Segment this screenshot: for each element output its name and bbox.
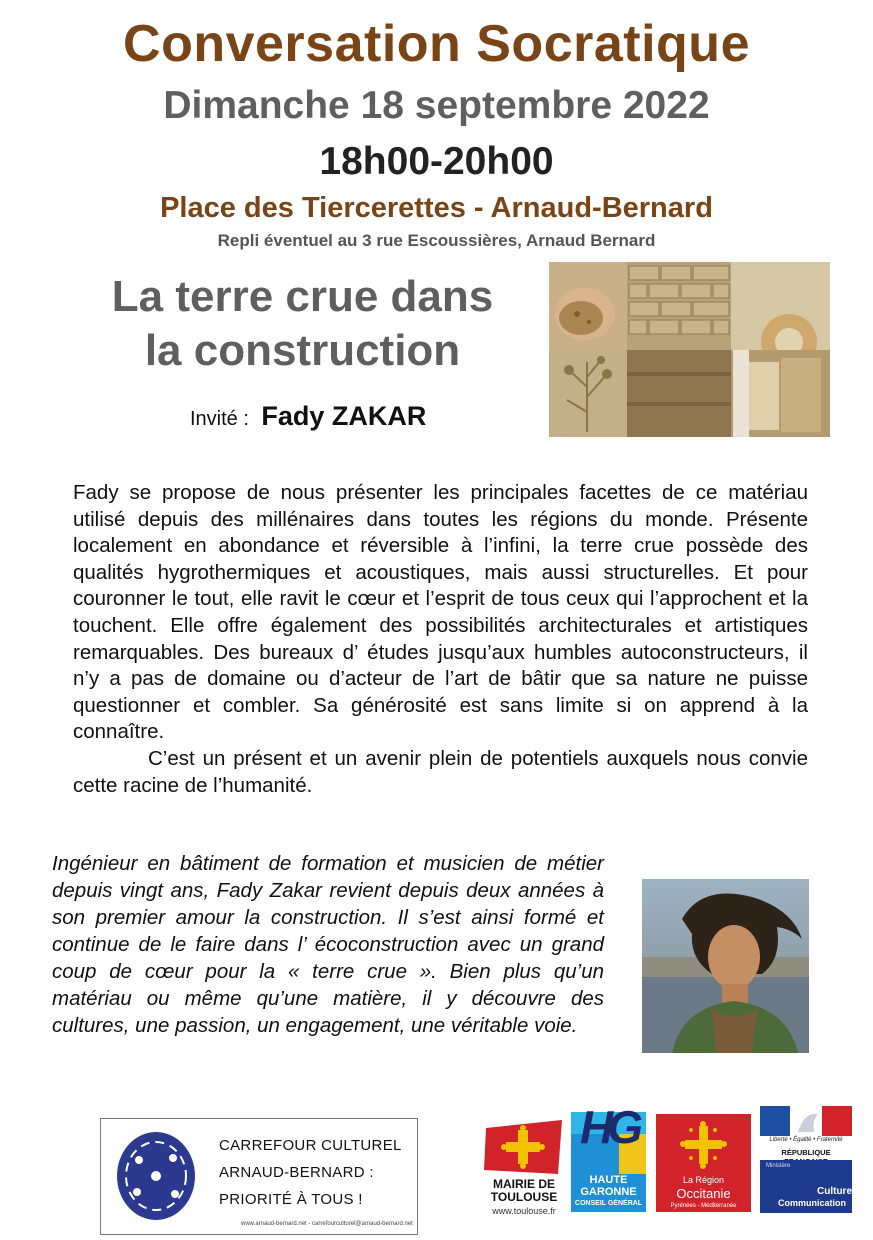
toulouse-line-2: TOULOUSE [490, 1190, 558, 1204]
ministry-culture: Culture [817, 1186, 852, 1197]
toulouse-line-1: MAIRIE DE [492, 1177, 555, 1191]
republique-motto: Liberté • Égalité • Fraternité [769, 1137, 843, 1143]
mairie-toulouse-logo [482, 1118, 566, 1218]
fallback-location: Repli éventuel au 3 rue Escoussières, Arnaud Bernard [217, 231, 656, 250]
event-title: Conversation Socratique [123, 15, 750, 73]
topic-line-1: La terre crue dans [111, 272, 494, 321]
occitanie-line-3: Pyrénées - Méditerranée [670, 1203, 737, 1209]
hg-line-1: HAUTE [589, 1174, 628, 1186]
carrefour-culturel-logo [100, 1118, 418, 1235]
occitan-cross-icon [482, 1118, 566, 1176]
occitanie-line-1: La Région [682, 1175, 725, 1185]
carrefour-text [219, 1137, 402, 1218]
guest-label: Invité : [190, 408, 249, 430]
hg-line-3: CONSEIL GÉNÉRAL [574, 1200, 643, 1207]
carrefour-line-3: PRIORITÉ À TOUS ! [219, 1191, 363, 1208]
republique-name: RÉPUBLIQUE [781, 1148, 831, 1157]
hg-letters: HG [580, 1101, 637, 1153]
carrefour-line-2: ARNAUD-BERNARD : [219, 1164, 374, 1181]
guest-line [190, 401, 530, 432]
event-place: Place des Tiercerettes - Arnaud-Bernard [160, 192, 713, 224]
carrefour-emblem-icon [115, 1130, 197, 1222]
occitanie-line-2: Occitanie [676, 1186, 731, 1201]
region-occitanie-logo [656, 1114, 751, 1212]
guest-portrait-photo [642, 879, 809, 1053]
topic-line-2: la construction [144, 326, 461, 375]
occitanie-cross-icon [656, 1114, 751, 1174]
toulouse-url: www.toulouse.fr [492, 1206, 556, 1216]
description-paragraph-1: Fady se propose de nous présenter les principales facettes de ce matériau utilisé depuis des millénaires dans toutes les régions du monde. Présente localement en abondance et réversible à l’infini, la terre crue possède des qualités hygrothermiques et acoustiques, mais aussi structurelles. Et pour couronner le tout, elle ravit le cœur et l’esprit de tous ceux qui l’approchent et la touchent. Elle offre également des possibilités architecturales et artistiques remarquables. Des bureaux d’ études jusqu’aux humbles autoconstructeurs, il n’y a pas de domaine ou d’acteur de l’art de bâtir que sa nature ne puisse questionner et combler. Sa générosité est sans limite si on apprend à la connaître. [73, 481, 808, 744]
event-date: Dimanche 18 septembre 2022 [163, 84, 710, 127]
ministry-communication: Communication [777, 1198, 846, 1208]
guest-name: Fady ZAKAR [261, 401, 427, 431]
haute-garonne-logo [571, 1100, 646, 1212]
ministry-label: Ministère [766, 1163, 791, 1169]
earth-materials-collage [549, 262, 830, 437]
event-description [73, 480, 808, 799]
carrefour-contact: www.arnaud-bernard.net - carrefourculturel@arnaud-bernard.net [241, 1221, 413, 1227]
description-paragraph-2: C’est un présent et un avenir plein de potentiels auxquels nous convie cette racine de l’humanité. [73, 746, 808, 797]
topic-title [60, 270, 545, 378]
event-time: 18h00-20h00 [319, 140, 554, 183]
guest-bio: Ingénieur en bâtiment de formation et musicien de métier depuis vingt ans, Fady Zakar revient depuis deux années à son premier amour la construction. Il s’est ainsi formé et continue de le faire dans l’ écoconstruction avec un grand coup de cœur pour la « terre crue ». Bien plus qu’un matériau ou même qu’une matière, il y découvre des cultures, une passion, un engagement, une véritable voie. [52, 852, 604, 1037]
marianne-icon [760, 1106, 852, 1136]
carrefour-line-1: CARREFOUR CULTUREL [219, 1137, 402, 1154]
republique-francaise-logo [760, 1106, 852, 1213]
hg-line-2: GARONNE [580, 1186, 637, 1198]
